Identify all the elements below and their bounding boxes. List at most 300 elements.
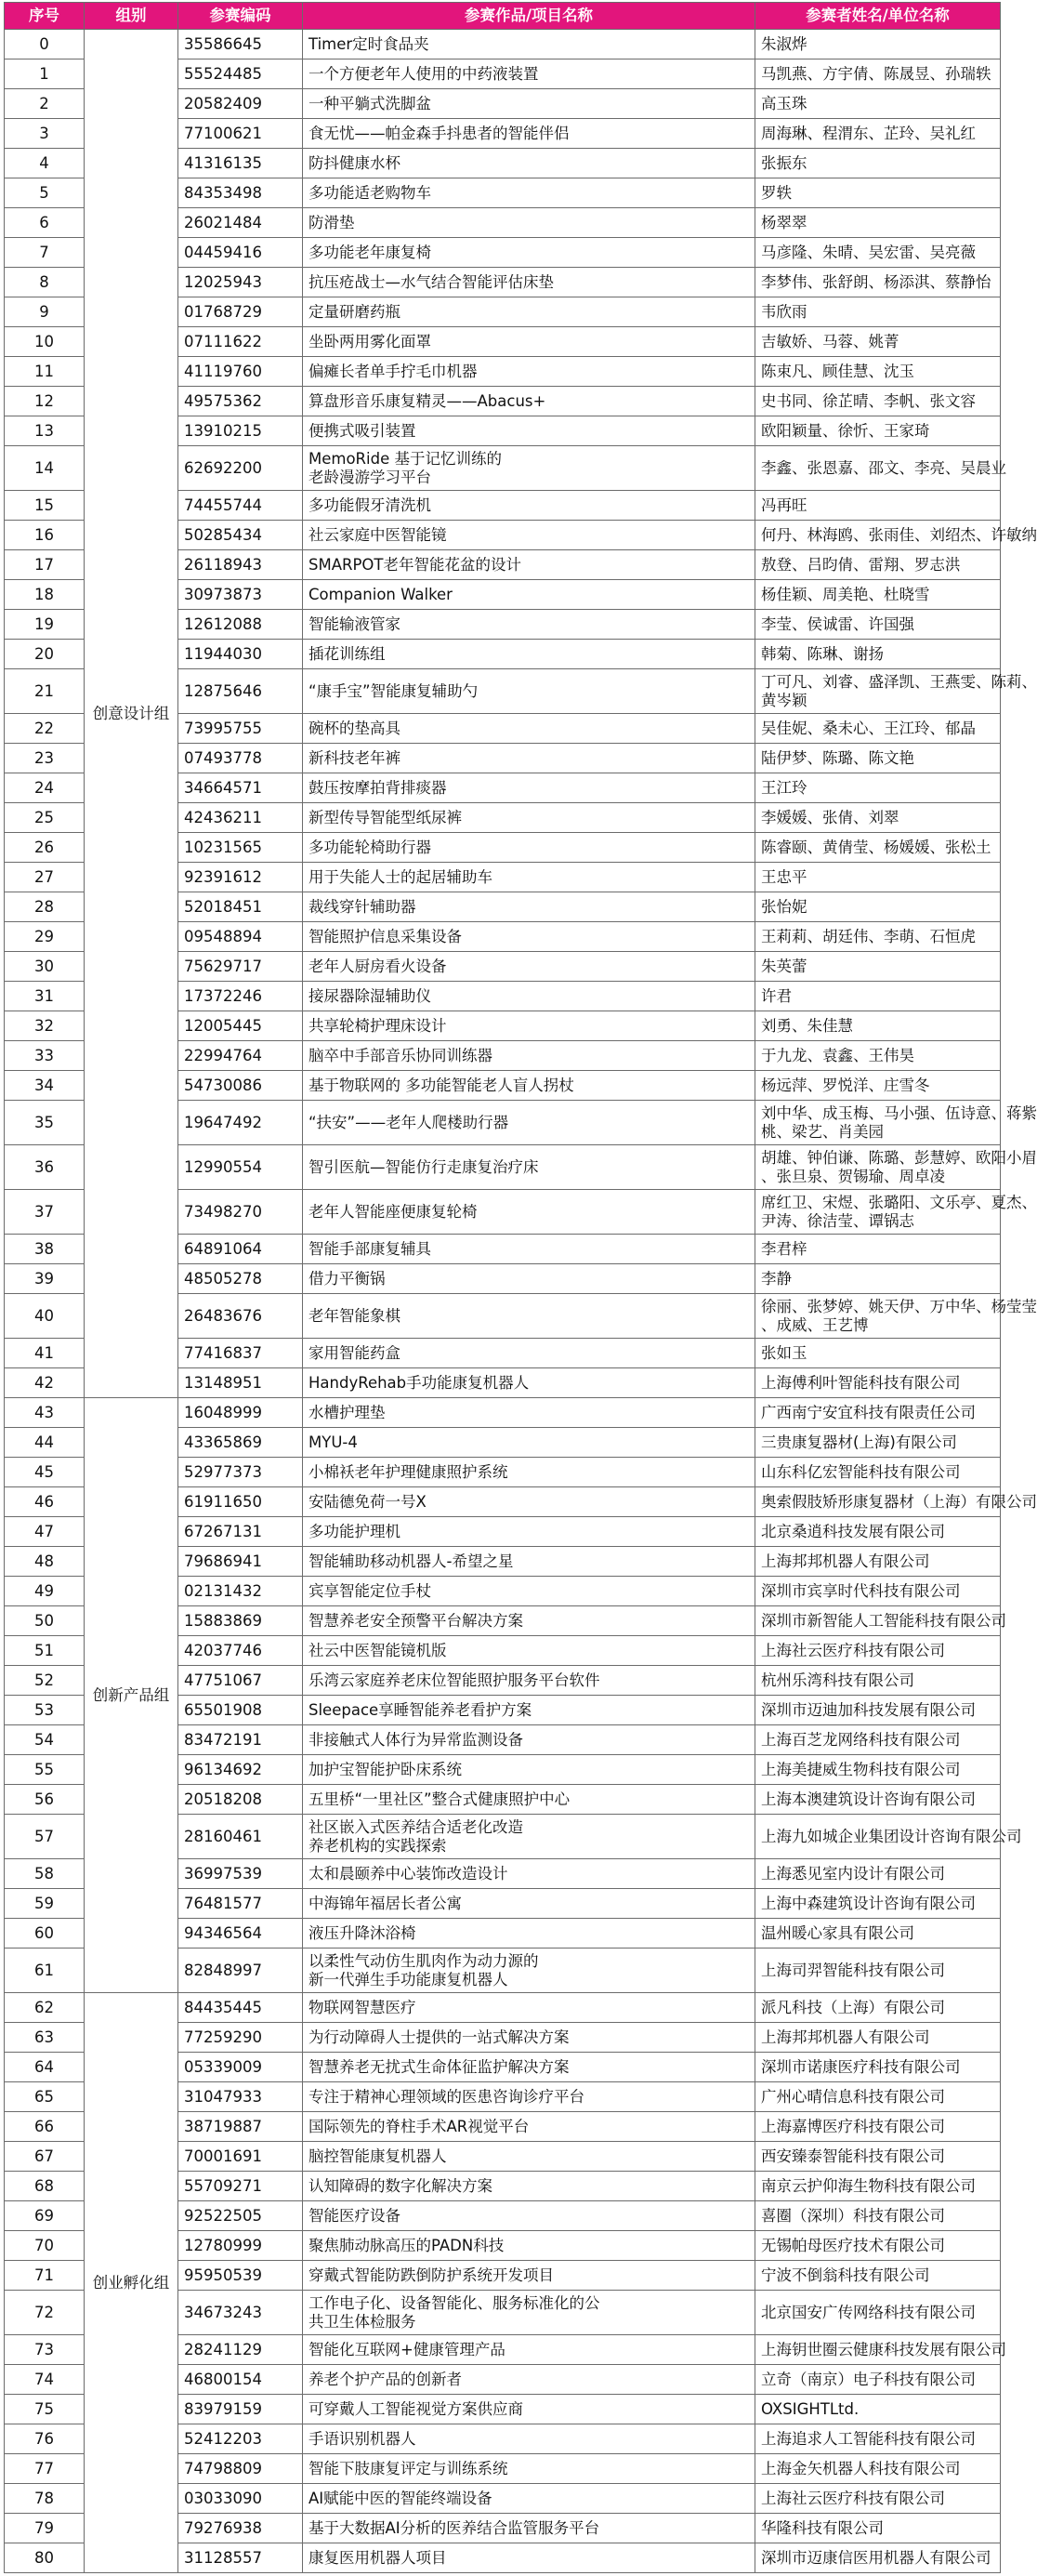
work-title	[303, 1636, 755, 1666]
row-number: 32	[5, 1011, 85, 1041]
row-number: 57	[5, 1815, 85, 1859]
work-title	[303, 1458, 755, 1487]
entry-code: 70001691	[178, 2142, 303, 2172]
row-number: 37	[5, 1190, 85, 1235]
participant-name	[755, 1859, 1001, 1889]
row-number: 31	[5, 982, 85, 1011]
row-number: 22	[5, 714, 85, 744]
participant-name	[755, 1889, 1001, 1919]
work-title	[303, 2484, 755, 2514]
participant-name	[755, 2484, 1001, 2514]
participant-name-line: 上海悉见室内设计有限公司	[761, 1864, 945, 1882]
participant-name	[755, 208, 1001, 238]
row-number: 74	[5, 2365, 85, 2395]
work-title-line: 液压升降沐浴椅	[308, 1923, 416, 1942]
entry-code: 83979159	[178, 2395, 303, 2424]
participant-name-line: 王忠平	[761, 867, 807, 886]
work-title-line: 食无忧——帕金森手抖患者的智能伴侣	[308, 124, 570, 142]
work-title	[303, 580, 755, 610]
participant-name-line: 广州心晴信息科技有限公司	[761, 2087, 945, 2106]
work-title	[303, 268, 755, 297]
entry-code: 07111622	[178, 327, 303, 357]
participant-name-line: 三贵康复器材(上海)有限公司	[761, 1433, 957, 1451]
row-number: 18	[5, 580, 85, 610]
work-title-line: 穿戴式智能防跌倒防护系统开发项目	[308, 2266, 554, 2284]
participant-name-line: 马彦隆、朱晴、吴宏雷、吴亮薇	[761, 243, 976, 261]
entry-code: 26021484	[178, 208, 303, 238]
participant-name-line: 、成威、王艺博	[761, 1315, 869, 1334]
entry-code: 05339009	[178, 2053, 303, 2082]
participant-name	[755, 1606, 1006, 1636]
row-number: 43	[5, 1398, 85, 1428]
work-title-line: 基于物联网的 多功能智能老人盲人拐杖	[308, 1076, 574, 1094]
work-title	[303, 59, 755, 89]
work-title-line: 认知障碍的数字化解决方案	[308, 2176, 492, 2195]
participant-name	[755, 119, 1001, 149]
participant-name	[755, 149, 1001, 178]
work-title-line: 多功能老年康复椅	[308, 243, 431, 261]
row-number: 45	[5, 1458, 85, 1487]
entry-code: 41119760	[178, 357, 303, 387]
participant-name	[755, 1487, 1037, 1517]
entry-code: 92522505	[178, 2201, 303, 2231]
work-title	[303, 387, 755, 416]
entry-code: 47751067	[178, 1666, 303, 1696]
participant-name	[755, 2142, 1001, 2172]
work-title	[303, 30, 755, 59]
work-title-line: 便携式吸引装置	[308, 421, 416, 440]
participant-name	[755, 1993, 1001, 2023]
work-title-line: 基于大数据AI分析的医养结合监管服务平台	[308, 2518, 600, 2537]
work-title-line: 接尿器除湿辅助仪	[308, 986, 431, 1005]
participant-name	[755, 297, 1001, 327]
work-title-line: “扶安”——老年人爬楼助行器	[308, 1113, 509, 1131]
work-title-line: 新型传导智能型纸尿裤	[308, 808, 462, 826]
row-number: 68	[5, 2172, 85, 2201]
work-title	[303, 952, 755, 982]
participant-name-line: 上海傅利叶智能科技有限公司	[761, 1373, 961, 1392]
participant-name-line: 山东科亿宏智能科技有限公司	[761, 1462, 961, 1481]
row-number: 69	[5, 2201, 85, 2231]
header-group: 组别	[85, 3, 178, 30]
work-title	[303, 1071, 755, 1101]
participant-name	[755, 1101, 1037, 1145]
row-number: 7	[5, 238, 85, 268]
participant-name	[755, 1666, 1001, 1696]
work-title	[303, 1368, 755, 1398]
work-title-line: 偏瘫长者单手拧毛巾机器	[308, 362, 478, 380]
entry-code: 79276938	[178, 2514, 303, 2543]
row-number: 5	[5, 178, 85, 208]
entry-code: 26118943	[178, 550, 303, 580]
row-number: 48	[5, 1547, 85, 1577]
work-title-line: 社云家庭中医智能镜	[308, 525, 447, 544]
work-title-line: “康手宝”智能康复辅助勺	[308, 681, 479, 700]
work-title-line: AI赋能中医的智能终端设备	[308, 2489, 492, 2507]
participant-name-line: 上海钥世圈云健康科技发展有限公司	[761, 2340, 1006, 2358]
participant-name-line: 李梦伟、张舒朗、杨添淇、蔡静怡	[761, 272, 991, 291]
entry-code: 30973873	[178, 580, 303, 610]
work-title	[303, 357, 755, 387]
entry-code: 12780999	[178, 2231, 303, 2261]
work-title	[303, 922, 755, 952]
work-title-line: 老龄漫游学习平台	[308, 468, 431, 486]
work-title-line: 物联网智慧医疗	[308, 1998, 416, 2016]
row-number: 78	[5, 2484, 85, 2514]
work-title	[303, 714, 755, 744]
participant-name	[755, 521, 1037, 550]
work-title	[303, 773, 755, 803]
work-title-line: 智慧养老安全预警平台解决方案	[308, 1611, 523, 1630]
row-number: 79	[5, 2514, 85, 2543]
participant-name	[755, 803, 1001, 833]
participant-name	[755, 863, 1001, 892]
participant-name	[755, 1190, 1037, 1235]
entry-code: 43365869	[178, 1428, 303, 1458]
participant-name	[755, 1398, 1001, 1428]
work-title-line: 共卫生体检服务	[308, 2312, 416, 2331]
entry-code: 01768729	[178, 297, 303, 327]
work-title-line: 算盘形音乐康复精灵——Abacus+	[308, 391, 546, 410]
work-title	[303, 2201, 755, 2231]
row-number: 16	[5, 521, 85, 550]
row-number: 38	[5, 1235, 85, 1264]
row-number: 61	[5, 1949, 85, 1993]
work-title-line: 工作电子化、设备智能化、服务标准化的公	[308, 2293, 600, 2312]
participant-name-line: 上海九如城企业集团设计咨询有限公司	[761, 1827, 1022, 1845]
entry-code: 48505278	[178, 1264, 303, 1294]
work-title	[303, 2543, 755, 2573]
header-code: 参赛编码	[178, 3, 303, 30]
work-title-line: 社云中医智能镜机版	[308, 1641, 447, 1659]
roster-table	[4, 2, 1037, 2573]
row-number: 29	[5, 922, 85, 952]
participant-name	[755, 982, 1001, 1011]
participant-name	[755, 669, 1037, 714]
entry-code: 19647492	[178, 1101, 303, 1145]
work-title-line: 多功能轮椅助行器	[308, 838, 431, 856]
row-number: 10	[5, 327, 85, 357]
work-title-line: 手语识别机器人	[308, 2429, 416, 2448]
participant-name-line: 上海邦邦机器人有限公司	[761, 2028, 930, 2046]
work-title-line: 老年人智能座便康复轮椅	[308, 1202, 478, 1221]
work-title	[303, 1398, 755, 1428]
work-title-line: HandyRehab手功能康复机器人	[308, 1373, 530, 1392]
work-title-line: 多功能护理机	[308, 1522, 400, 1540]
participant-name-line: 上海社云医疗科技有限公司	[761, 2489, 945, 2507]
work-title	[303, 1235, 755, 1264]
row-number: 59	[5, 1889, 85, 1919]
participant-name-line: 派凡科技（上海）有限公司	[761, 1998, 945, 2016]
participant-name-line: 温州暖心家具有限公司	[761, 1923, 914, 1942]
row-number: 60	[5, 1919, 85, 1949]
participant-name-line: 桃、梁艺、肖美园	[761, 1122, 884, 1141]
participant-name	[755, 1145, 1037, 1190]
row-number: 3	[5, 119, 85, 149]
work-title	[303, 327, 755, 357]
entry-code: 12005445	[178, 1011, 303, 1041]
work-title	[303, 2142, 755, 2172]
work-title-line: 康复医用机器人项目	[308, 2548, 447, 2567]
row-number: 64	[5, 2053, 85, 2082]
participant-name-line: 陈睿颐、黄倩莹、杨媛媛、张松土	[761, 838, 991, 856]
participant-name	[755, 1696, 1001, 1725]
participant-name	[755, 59, 1001, 89]
work-title-line: MemoRide 基于记忆训练的	[308, 449, 502, 468]
participant-name-line: 吴佳妮、桑未心、王江玲、郁晶	[761, 719, 976, 737]
participant-name	[755, 357, 1001, 387]
participant-name	[755, 1041, 1001, 1071]
participant-name-line: 李媛媛、张倩、刘翠	[761, 808, 899, 826]
participant-name-line: 北京国安广传网络科技有限公司	[761, 2303, 976, 2321]
participant-name-line: 李君梓	[761, 1239, 807, 1258]
table-row	[5, 30, 1001, 59]
entry-code: 28241129	[178, 2335, 303, 2365]
work-title-line: 专注于精神心理领域的医患咨询诊疗平台	[308, 2087, 584, 2106]
entry-code: 11944030	[178, 640, 303, 669]
participant-name-line: 深圳市宾享时代科技有限公司	[761, 1581, 961, 1600]
participant-name	[755, 1368, 1001, 1398]
row-number: 76	[5, 2424, 85, 2454]
header-no: 序号	[5, 3, 85, 30]
work-title-line: 多功能适老购物车	[308, 183, 431, 202]
work-title-line: 插花训练组	[308, 644, 386, 663]
work-title	[303, 416, 755, 446]
row-number: 20	[5, 640, 85, 669]
entry-code: 84353498	[178, 178, 303, 208]
entry-code: 15883869	[178, 1606, 303, 1636]
work-title-line: 防抖健康水杯	[308, 153, 400, 172]
participant-name-line: 王莉莉、胡廷伟、李萌、石恒虎	[761, 927, 976, 945]
work-title-line: 水槽护理垫	[308, 1403, 386, 1421]
participant-name-line: 无锡帕母医疗技术有限公司	[761, 2236, 945, 2254]
work-title-line: 国际领先的脊柱手术AR视觉平台	[308, 2117, 530, 2135]
participant-name	[755, 446, 1006, 491]
entry-code: 52018451	[178, 892, 303, 922]
work-title	[303, 803, 755, 833]
entry-code: 50285434	[178, 521, 303, 550]
participant-name-line: 朱淑烨	[761, 34, 807, 53]
participant-name-line: 许君	[761, 986, 792, 1005]
work-title-line: 碗杯的垫高具	[308, 719, 400, 737]
row-number: 72	[5, 2291, 85, 2335]
participant-name	[755, 1517, 1001, 1547]
participant-name-line: 杭州乐湾科技有限公司	[761, 1671, 914, 1689]
work-title	[303, 1190, 755, 1235]
participant-name	[755, 2454, 1001, 2484]
entry-code: 77259290	[178, 2023, 303, 2053]
row-number: 42	[5, 1368, 85, 1398]
entry-code: 12875646	[178, 669, 303, 714]
participant-name	[755, 714, 1001, 744]
work-title-line: Timer定时食品夹	[308, 34, 429, 53]
participant-name	[755, 2365, 1001, 2395]
work-title-line: 抗压疮战士—水气结合智能评估床垫	[308, 272, 554, 291]
work-title	[303, 610, 755, 640]
entry-code: 65501908	[178, 1696, 303, 1725]
participant-name-line: 上海美捷威生物科技有限公司	[761, 1760, 961, 1778]
participant-name	[755, 2335, 1006, 2365]
participant-name	[755, 1011, 1001, 1041]
table-body	[5, 30, 1037, 2573]
participant-name-line: 刘勇、朱佳慧	[761, 1016, 853, 1035]
entry-code: 62692200	[178, 446, 303, 491]
participant-name-line: 上海追求人工智能科技有限公司	[761, 2429, 976, 2448]
participant-name	[755, 387, 1001, 416]
entry-code: 84435445	[178, 1993, 303, 2023]
participant-name	[755, 416, 1001, 446]
participant-name-line: 杨远萍、罗悦洋、庄雪冬	[761, 1076, 930, 1094]
participant-name	[755, 1785, 1001, 1815]
participant-name-line: 史书同、徐芷晴、李帆、张文容	[761, 391, 976, 410]
work-title-line: 共享轮椅护理床设计	[308, 1016, 447, 1035]
work-title	[303, 2082, 755, 2112]
row-number: 63	[5, 2023, 85, 2053]
participant-name	[755, 640, 1001, 669]
group-name: 创业孵化组	[85, 1993, 178, 2573]
row-number: 50	[5, 1606, 85, 1636]
participant-name-line: 欧阳颖量、徐忻、王家琦	[761, 421, 930, 440]
entry-code: 83472191	[178, 1725, 303, 1755]
row-number: 47	[5, 1517, 85, 1547]
work-title	[303, 2454, 755, 2484]
work-title	[303, 2172, 755, 2201]
row-number: 17	[5, 550, 85, 580]
participant-name-line: 敖登、吕昀倩、雷翔、罗志洪	[761, 555, 961, 574]
table-row	[5, 1993, 1001, 2023]
row-number: 4	[5, 149, 85, 178]
entry-code: 73498270	[178, 1190, 303, 1235]
participant-name-line: 杨佳颖、周美艳、杜晓雪	[761, 585, 930, 603]
entry-code: 49575362	[178, 387, 303, 416]
entry-code: 41316135	[178, 149, 303, 178]
work-title	[303, 1577, 755, 1606]
row-number: 13	[5, 416, 85, 446]
entry-code: 75629717	[178, 952, 303, 982]
entry-code: 55709271	[178, 2172, 303, 2201]
participant-name	[755, 1949, 1001, 1993]
row-number: 67	[5, 2142, 85, 2172]
work-title-line: 中海锦年福居长者公寓	[308, 1894, 462, 1912]
row-number: 80	[5, 2543, 85, 2573]
entry-code: 36997539	[178, 1859, 303, 1889]
row-number: 28	[5, 892, 85, 922]
work-title-line: 智能下肢康复评定与训练系统	[308, 2459, 508, 2477]
entry-code: 64891064	[178, 1235, 303, 1264]
work-title-line: 太和晨颐养中心装饰改造设计	[308, 1864, 508, 1882]
participant-name	[755, 580, 1001, 610]
entry-code: 73995755	[178, 714, 303, 744]
participant-name	[755, 2201, 1001, 2231]
work-title-line: 智能手部康复辅具	[308, 1239, 431, 1258]
work-title-line: 养老个护产品的创新者	[308, 2370, 462, 2388]
participant-name	[755, 2291, 1001, 2335]
participant-name-line: 韩菊、陈琳、谢扬	[761, 644, 884, 663]
participant-name-line: 广西南宁安宜科技有限责任公司	[761, 1403, 976, 1421]
row-number: 12	[5, 387, 85, 416]
participant-name-line: 马凯燕、方宇倩、陈晟昱、孙瑞轶	[761, 64, 991, 83]
entry-code: 12025943	[178, 268, 303, 297]
work-title-line: 智慧养老无扰式生命体征监护解决方案	[308, 2057, 570, 2076]
row-number: 49	[5, 1577, 85, 1606]
work-title-line: 智能辅助移动机器人-希望之星	[308, 1552, 514, 1570]
work-title	[303, 2335, 755, 2365]
work-title	[303, 1859, 755, 1889]
work-title	[303, 744, 755, 773]
table-header-row	[5, 3, 1001, 30]
work-title	[303, 2112, 755, 2142]
participant-name	[755, 892, 1001, 922]
participant-name	[755, 1071, 1001, 1101]
row-number: 71	[5, 2261, 85, 2291]
participant-name	[755, 1636, 1001, 1666]
work-title-line: 一种平躺式洗脚盆	[308, 94, 431, 112]
participant-name-line: 喜圈（深圳）科技有限公司	[761, 2206, 945, 2225]
participant-name	[755, 1235, 1001, 1264]
work-title-line: 一个方便老年人使用的中药液装置	[308, 64, 539, 83]
participant-name-line: 上海社云医疗科技有限公司	[761, 1641, 945, 1659]
row-number: 6	[5, 208, 85, 238]
work-title	[303, 521, 755, 550]
entry-code: 17372246	[178, 982, 303, 1011]
participant-name-line: 、张旦泉、贺锡瑜、周卓凌	[761, 1167, 945, 1185]
participant-name-line: 冯再旺	[761, 495, 807, 514]
entry-code: 12990554	[178, 1145, 303, 1190]
participant-name-line: 吉敏娇、马蓉、姚菁	[761, 332, 899, 350]
participant-name	[755, 2231, 1001, 2261]
entry-code: 20582409	[178, 89, 303, 119]
work-title	[303, 982, 755, 1011]
row-number: 21	[5, 669, 85, 714]
work-title	[303, 640, 755, 669]
participant-name	[755, 1428, 1001, 1458]
work-title-line: 新一代弹生手功能康复机器人	[308, 1970, 508, 1988]
work-title	[303, 833, 755, 863]
work-title-line: 裁线穿针辅助器	[308, 897, 416, 916]
work-title-line: 可穿戴人工智能视觉方案供应商	[308, 2399, 523, 2418]
row-number: 51	[5, 1636, 85, 1666]
participant-name	[755, 2395, 1001, 2424]
participant-name-line: OXSIGHTLtd.	[761, 2399, 860, 2418]
row-number: 70	[5, 2231, 85, 2261]
entry-code: 10231565	[178, 833, 303, 863]
work-title	[303, 1725, 755, 1755]
participant-name-line: 朱英蕾	[761, 957, 807, 975]
entry-code: 16048999	[178, 1398, 303, 1428]
work-title-line: 社区嵌入式医养结合适老化改造	[308, 1817, 523, 1836]
work-title-line: Companion Walker	[308, 585, 453, 603]
entry-code: 31047933	[178, 2082, 303, 2112]
participant-name-line: 黄岑颖	[761, 691, 807, 709]
entry-code: 42436211	[178, 803, 303, 833]
participant-name	[755, 744, 1001, 773]
work-title	[303, 2424, 755, 2454]
header-work: 参赛作品/项目名称	[303, 3, 755, 30]
participant-name-line: 张怡妮	[761, 897, 807, 916]
row-number: 25	[5, 803, 85, 833]
row-number: 53	[5, 1696, 85, 1725]
work-title-line: 脑控智能康复机器人	[308, 2147, 447, 2165]
participant-name-line: 胡雄、钟伯谦、陈璐、彭慧婷、欧阳小眉	[761, 1148, 1037, 1167]
entry-code: 04459416	[178, 238, 303, 268]
participant-name	[755, 89, 1001, 119]
participant-name	[755, 1294, 1037, 1339]
participant-name	[755, 1577, 1001, 1606]
participant-name-line: 西安臻泰智能科技有限公司	[761, 2147, 945, 2165]
participant-name-line: 李莹、侯诚雷、许国强	[761, 614, 914, 633]
work-title	[303, 1547, 755, 1577]
work-title	[303, 1011, 755, 1041]
